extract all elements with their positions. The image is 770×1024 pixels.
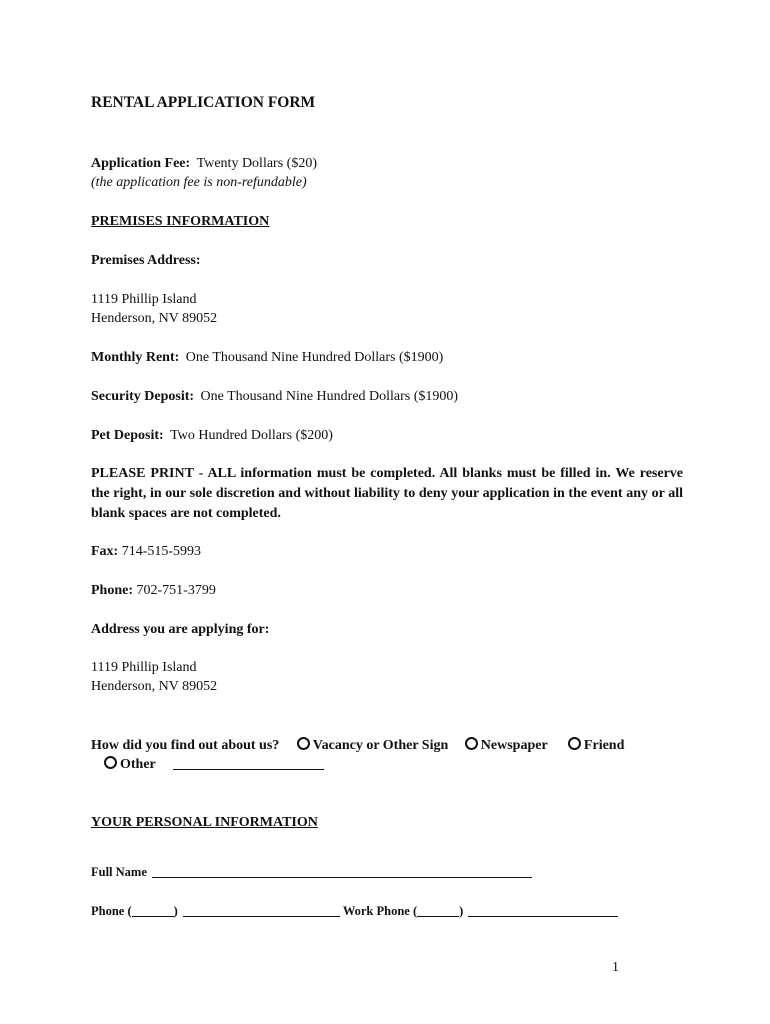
full-name-field[interactable] [152, 864, 532, 878]
full-name-label: Full Name [91, 865, 147, 879]
radio-circle-icon[interactable] [297, 737, 310, 750]
referral-option-newspaper[interactable] [465, 738, 548, 753]
phone-value: 702-751-3799 [136, 583, 216, 598]
security-deposit-value: One Thousand Nine Hundred Dollars ($1900) [200, 389, 459, 404]
radio-circle-icon[interactable] [104, 756, 117, 769]
referral-option-sign[interactable] [297, 738, 448, 753]
pet-deposit-value: Two Hundred Dollars ($200) [170, 428, 333, 443]
referral-option-other-label: Other [120, 757, 156, 772]
work-phone-area-code-field[interactable] [417, 903, 459, 917]
referral-option-other[interactable] [104, 757, 156, 772]
instructions-notice: PLEASE PRINT - ALL information must be completed. All blanks must be filled in. We reserve the right, in our sole discretion and without liability to deny your application in the event any or all blank spaces are not completed. [91, 466, 683, 521]
personal-info-heading: YOUR PERSONAL INFORMATION [91, 815, 318, 830]
referral-question: How did you find out about us? [91, 738, 280, 753]
work-phone-paren: ) [459, 904, 464, 918]
applying-address-label: Address you are applying for: [91, 622, 270, 637]
monthly-rent-row [91, 349, 443, 367]
home-phone-area-code-field[interactable] [132, 903, 174, 917]
application-fee-note: (the application fee is non-refundable) [91, 175, 307, 190]
security-deposit-row [91, 388, 458, 406]
phone-label: Phone: [91, 583, 133, 598]
referral-option-friend[interactable] [568, 738, 624, 753]
premises-address-label: Premises Address: [91, 253, 201, 268]
premises-address-line1: 1119 Phillip Island [91, 292, 197, 307]
monthly-rent-label: Monthly Rent: [91, 350, 180, 365]
application-fee-row [91, 155, 317, 173]
referral-other-row [104, 756, 324, 774]
phone-fields-row [91, 902, 618, 920]
fax-label: Fax: [91, 544, 119, 559]
referral-row [91, 737, 624, 755]
home-phone-label: Phone ( [91, 904, 132, 918]
fax-value: 714-515-5993 [121, 544, 202, 559]
security-deposit-label: Security Deposit: [91, 389, 195, 404]
radio-circle-icon[interactable] [568, 737, 581, 750]
applying-address-line2: Henderson, NV 89052 [91, 679, 218, 694]
application-fee-label: Application Fee: [91, 156, 191, 171]
fax-row [91, 543, 201, 561]
premises-address-line2: Henderson, NV 89052 [91, 311, 218, 326]
pet-deposit-label: Pet Deposit: [91, 428, 164, 443]
applying-address-line1: 1119 Phillip Island [91, 660, 197, 675]
monthly-rent-value: One Thousand Nine Hundred Dollars ($1900) [185, 350, 444, 365]
form-title: RENTAL APPLICATION FORM [91, 94, 316, 111]
pet-deposit-row [91, 427, 333, 445]
premises-heading: PREMISES INFORMATION [91, 214, 270, 229]
work-phone-number-field[interactable] [468, 903, 618, 917]
home-phone-number-field[interactable] [183, 903, 340, 917]
page-number: 1 [612, 960, 619, 975]
work-phone-label: Work Phone ( [342, 904, 418, 918]
referral-option-friend-label: Friend [583, 738, 625, 753]
phone-row [91, 582, 216, 600]
home-phone-paren: ) [173, 904, 178, 918]
application-fee-value: Twenty Dollars ($20) [196, 156, 317, 171]
referral-option-newspaper-label: Newspaper [480, 738, 548, 753]
referral-other-field[interactable] [173, 756, 324, 770]
radio-circle-icon[interactable] [465, 737, 478, 750]
full-name-row [91, 863, 532, 881]
referral-option-sign-label: Vacancy or Other Sign [312, 738, 449, 753]
